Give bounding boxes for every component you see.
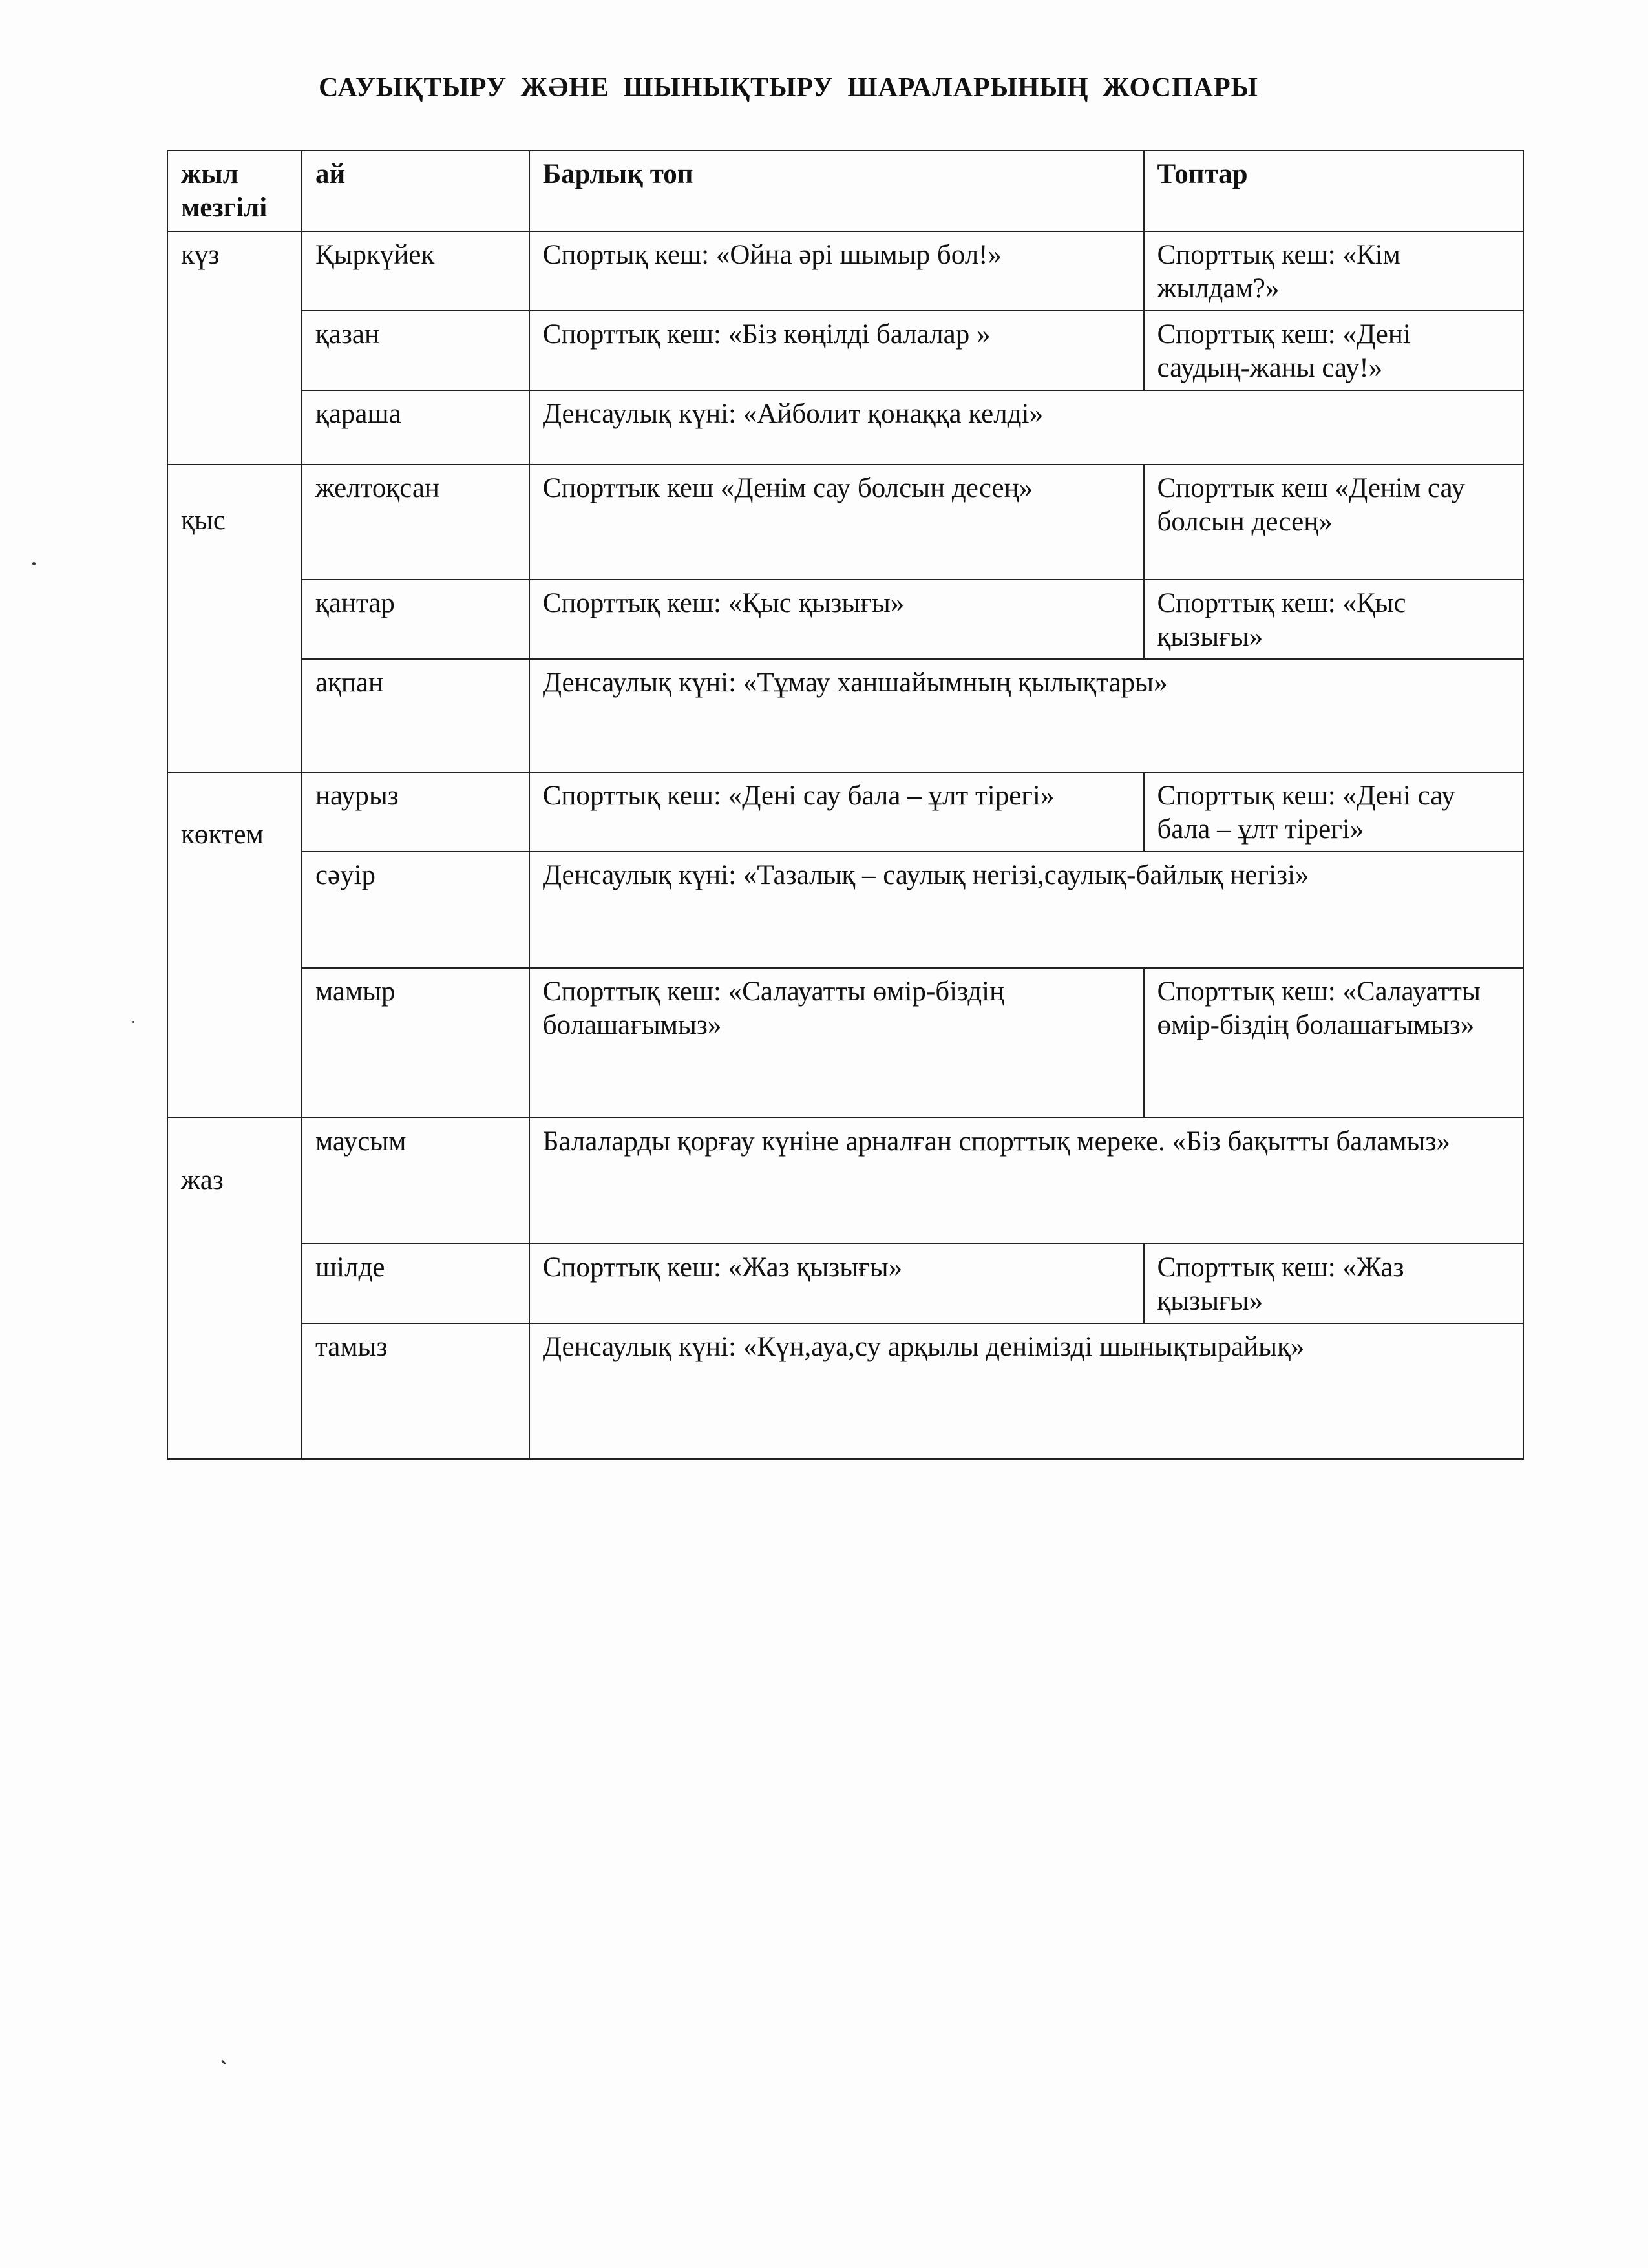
month-cell: Қыркүйек [302, 231, 529, 311]
month-cell: маусым [302, 1118, 529, 1244]
month-cell: наурыз [302, 772, 529, 852]
table-row [167, 852, 1523, 968]
scan-speck [221, 2060, 226, 2065]
all-groups-cell: Спорттық кеш: «Жаз қызығы» [529, 1244, 1144, 1323]
header-all-groups: Барлық топ [529, 151, 1144, 231]
month-cell: шілде [302, 1244, 529, 1323]
activities-plan-table [167, 150, 1524, 1460]
all-groups-cell: Спорттық кеш: «Салауатты өмір-біздің болашағымыз» [529, 968, 1144, 1118]
all-groups-cell: Спортық кеш: «Ойна әрі шымыр бол!» [529, 231, 1144, 311]
season-winter: қыс [167, 465, 302, 772]
groups-cell: Спорттық кеш: «Салауатты өмір-біздің болашағымыз» [1144, 968, 1524, 1118]
groups-cell: Спорттық кеш: «Дені саудың-жаны сау!» [1144, 311, 1524, 390]
merged-event-cell: Денсаулық күні: «Тазалық – саулық негізі,саулық-байлық негізі» [529, 852, 1523, 968]
scan-speck [132, 1021, 134, 1023]
month-cell: сәуір [302, 852, 529, 968]
document-title: САУЫҚТЫРУ ЖӘНЕ ШЫНЫҚТЫРУ ШАРАЛАРЫНЫҢ ЖОСПАРЫ [319, 73, 1258, 103]
month-cell: қазан [302, 311, 529, 390]
all-groups-cell: Спорттық кеш: «Қыс қызығы» [529, 580, 1144, 659]
table-row [167, 465, 1523, 580]
merged-event-cell: Денсаулық күні: «Айболит қонаққа келді» [529, 390, 1523, 465]
merged-event-cell: Денсаулық күні: «Тұмау ханшайымның қылықтары» [529, 659, 1523, 772]
season-spring: көктем [167, 772, 302, 1118]
header-season: жыл мезгілі [167, 151, 302, 231]
header-groups: Топтар [1144, 151, 1524, 231]
month-cell: қантар [302, 580, 529, 659]
merged-event-cell: Денсаулық күні: «Күн,ауа,су арқылы денімізді шынықтырайық» [529, 1323, 1523, 1459]
season-summer: жаз [167, 1118, 302, 1459]
merged-event-cell: Балаларды қорғау күніне арналған спорттық мереке. «Біз бақытты баламыз» [529, 1118, 1523, 1244]
all-groups-cell: Спорттық кеш: «Біз көңілді балалар » [529, 311, 1144, 390]
groups-cell: Спорттық кеш: «Жаз қызығы» [1144, 1244, 1524, 1323]
month-cell: желтоқсан [302, 465, 529, 580]
month-cell: мамыр [302, 968, 529, 1118]
scan-speck [32, 562, 36, 565]
header-month: ай [302, 151, 529, 231]
table-row [167, 1323, 1523, 1459]
month-cell: қараша [302, 390, 529, 465]
groups-cell: Спорттық кеш: «Кім жылдам?» [1144, 231, 1524, 311]
table-header-row [167, 151, 1523, 231]
table-row [167, 772, 1523, 852]
groups-cell: Спорттық кеш: «Дені сау бала – ұлт тірегі» [1144, 772, 1524, 852]
table-row [167, 580, 1523, 659]
all-groups-cell: Спорттык кеш «Денім сау болсын десең» [529, 465, 1144, 580]
table-row [167, 968, 1523, 1118]
table-row [167, 311, 1523, 390]
all-groups-cell: Спорттық кеш: «Дені сау бала – ұлт тірегі» [529, 772, 1144, 852]
table-row [167, 231, 1523, 311]
month-cell: ақпан [302, 659, 529, 772]
month-cell: тамыз [302, 1323, 529, 1459]
table-row [167, 1118, 1523, 1244]
table-row [167, 390, 1523, 465]
table-row [167, 659, 1523, 772]
table-row [167, 1244, 1523, 1323]
groups-cell: Спорттық кеш: «Қыс қызығы» [1144, 580, 1524, 659]
season-autumn: күз [167, 231, 302, 465]
groups-cell: Спорттык кеш «Денім сау болсын десең» [1144, 465, 1524, 580]
